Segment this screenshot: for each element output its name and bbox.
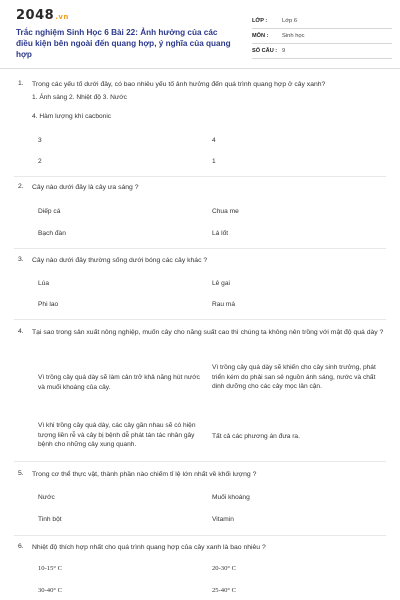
meta-key: LỚP : [252, 18, 268, 24]
option-b[interactable]: Chua me [212, 208, 239, 215]
option-c[interactable]: Tinh bột [38, 516, 62, 523]
question-1-line-2: 1. Ánh sáng 2. Nhiệt độ 3. Nước [32, 94, 127, 101]
question-text: Cây nào dưới đây là cây ưa sáng ? [32, 184, 139, 191]
question-text: Cây nào dưới đây thường sống dưới bóng các cây khác ? [32, 257, 208, 264]
option-a[interactable]: Nước [38, 494, 55, 501]
option-a[interactable]: 10-15° C [38, 565, 63, 572]
option-b[interactable]: Muối khoáng [212, 494, 250, 501]
option-d[interactable]: Tất cả các phương án đưa ra. [212, 433, 300, 440]
option-b[interactable]: Lê gai [212, 280, 230, 287]
meta-row-grade [252, 14, 392, 29]
option-d[interactable]: 25-40° C [212, 587, 237, 594]
quiz-meta [252, 14, 392, 59]
option-b[interactable]: 4 [212, 137, 216, 144]
option-c[interactable]: 30-40° C [38, 587, 63, 594]
meta-value: 9 [282, 48, 286, 54]
question-text: Trong cơ thể thực vật, thành phần nào chiếm tỉ lệ lớn nhất về khối lượng ? [32, 471, 257, 478]
logo-main: 2048 [16, 8, 55, 23]
header-divider [0, 68, 400, 69]
meta-value: Lớp 6 [282, 18, 298, 24]
option-c[interactable]: Vì khi trồng cây quá dày, các cây gần nhau sẽ có hiện tượng liền rễ và cây bị bệnh dễ phát tán tác nhân gây bệnh cho những cây xung quanh. [38, 422, 196, 448]
question-text: Trong các yếu tố dưới đây, có bao nhiêu yếu tố ảnh hưởng đến quá trình quang hợp ở cây xanh? [32, 81, 326, 88]
option-c[interactable]: Phi lao [38, 301, 59, 308]
page-header [0, 0, 400, 64]
question-number: 5. [18, 470, 24, 477]
meta-row-subject [252, 29, 392, 44]
question-divider [14, 461, 386, 462]
question-number: 2. [18, 183, 24, 190]
option-a[interactable]: Diếp cá [38, 208, 61, 215]
option-d[interactable]: 1 [212, 158, 216, 165]
question-divider [14, 176, 386, 177]
option-a[interactable]: Vì trồng cây quá dày sẽ làm cản trở khả năng hút nước và muối khoáng của cây. [38, 374, 200, 391]
option-b[interactable]: Vì trồng cây quá dày sẽ khiến cho cây sinh trưởng, phát triển kém do phải san sẻ nguồn ánh sáng, nước và chất dinh dưỡng cho các cây mọc lân cận. [212, 364, 376, 390]
option-d[interactable]: Vitamin [212, 516, 234, 523]
question-number: 3. [18, 256, 24, 263]
question-divider [14, 319, 386, 320]
option-c[interactable]: Bạch đàn [38, 230, 66, 237]
question-divider [14, 248, 386, 249]
option-b[interactable]: 20-30° C [212, 565, 237, 572]
question-text: Nhiệt độ thích hợp nhất cho quá trình quang hợp của cây xanh là bao nhiêu ? [32, 544, 266, 551]
question-number: 6. [18, 543, 24, 550]
question-divider [14, 535, 386, 536]
question-1-line-3: 4. Hàm lượng khí cacbonic [32, 113, 112, 120]
question-number: 1. [18, 80, 24, 87]
question-number: 4. [18, 328, 24, 335]
option-a[interactable]: 3 [38, 137, 42, 144]
meta-key: MÔN : [252, 33, 269, 39]
meta-value: Sinh học [282, 33, 305, 39]
page-title: Trắc nghiệm Sinh Học 6 Bài 22: Ảnh hưởng của các điều kiện bên ngoài đến quang hợp, ý nghĩa của quang hợp [16, 28, 231, 59]
option-d[interactable]: Lá lốt [212, 230, 229, 237]
option-a[interactable]: Lúa [38, 280, 50, 287]
logo-suffix: .vn [55, 13, 69, 21]
question-text: Tại sao trong sản xuất nông nghiệp, muốn cây cho năng suất cao thì chúng ta không nên trồng với mật độ quá dày ? [32, 329, 384, 336]
meta-key: SỐ CÂU : [252, 48, 278, 54]
meta-row-count [252, 44, 392, 59]
option-c[interactable]: 2 [38, 158, 42, 165]
option-d[interactable]: Rau má [212, 301, 236, 308]
